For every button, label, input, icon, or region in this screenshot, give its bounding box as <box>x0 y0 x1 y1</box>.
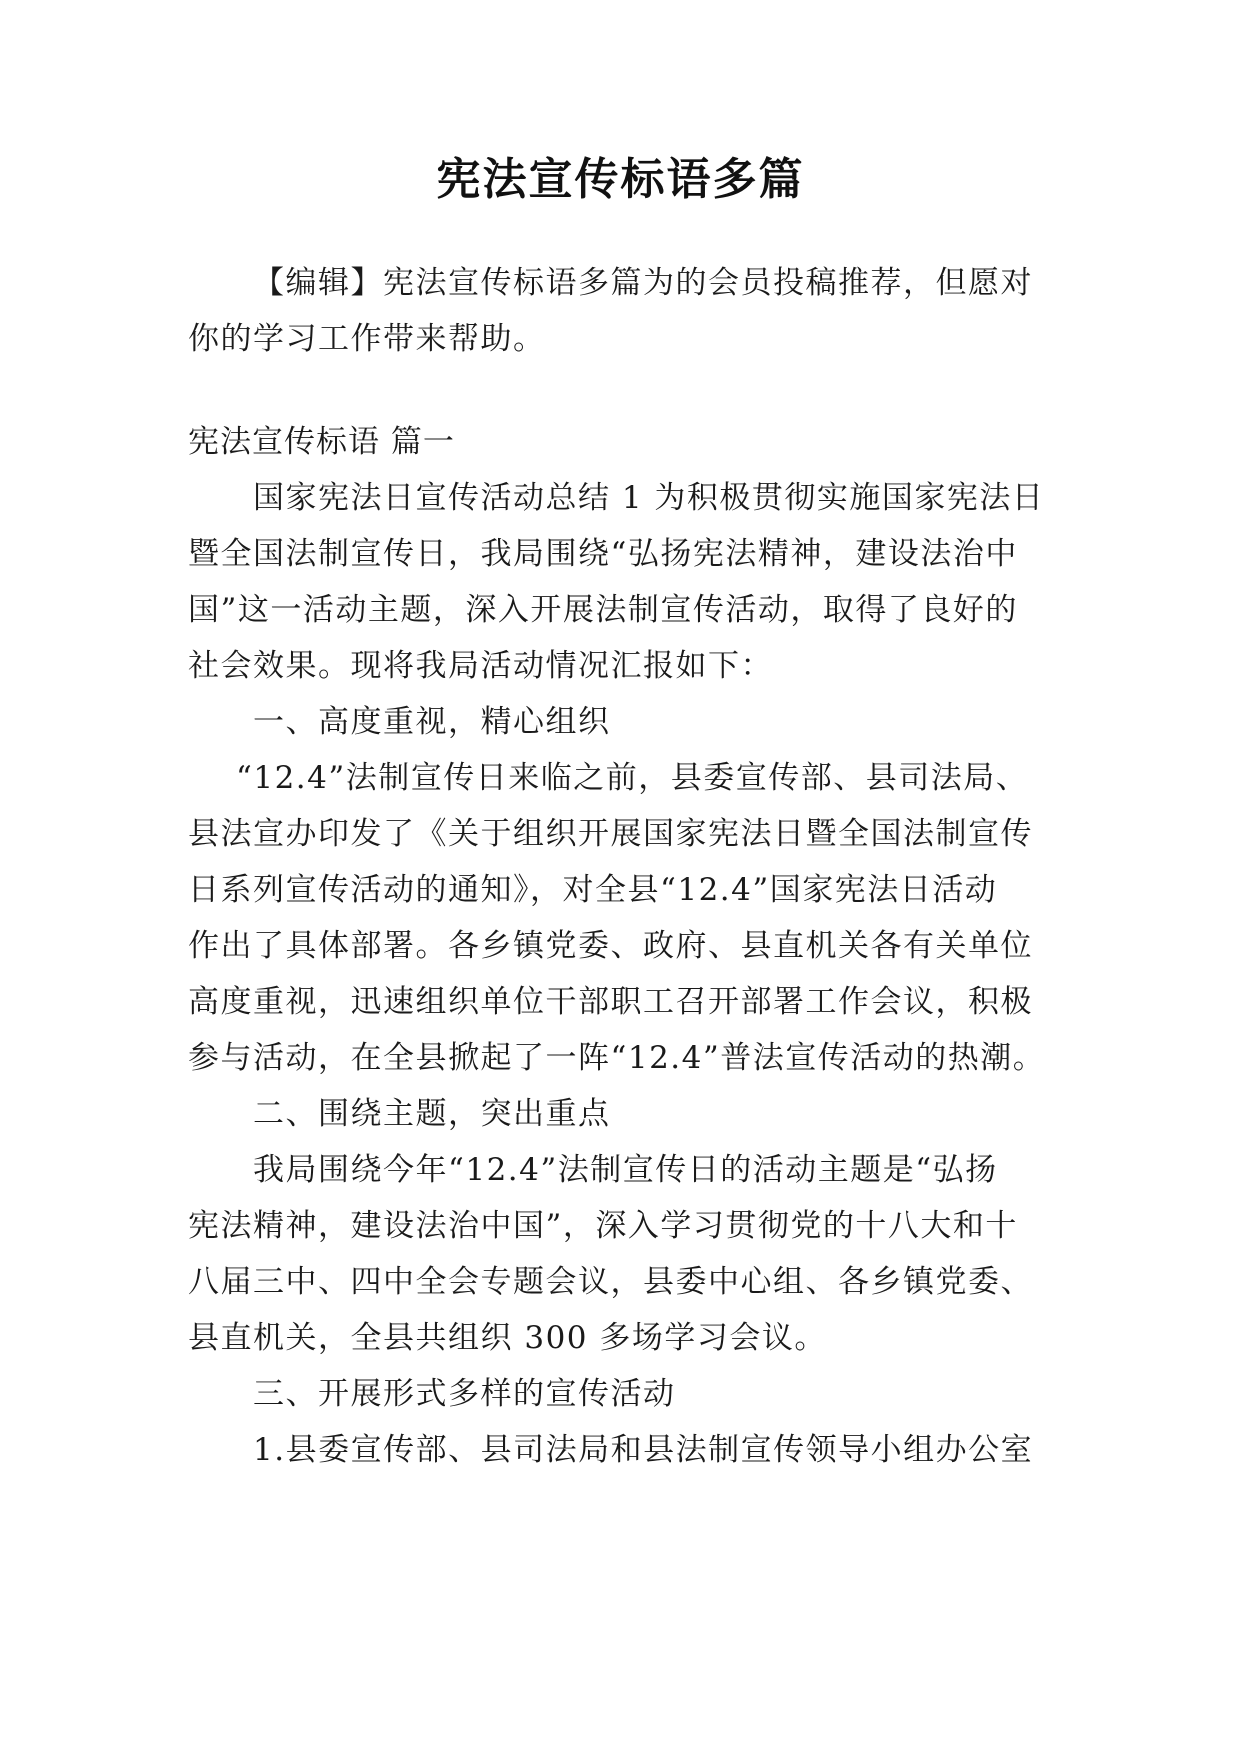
body-line: 高度重视，迅速组织单位干部职工召开部署工作会议，积极 <box>188 984 1033 1020</box>
body-line: 我局围绕今年“12.4”法制宣传日的活动主题是“弘扬 <box>253 1152 998 1188</box>
subheading-line: 二、围绕主题，突出重点 <box>253 1096 611 1132</box>
subheading-line: 三、开展形式多样的宣传活动 <box>253 1376 676 1412</box>
editor-note-line: 【编辑】宪法宣传标语多篇为的会员投稿推荐，但愿对 <box>253 265 1033 301</box>
body-line: 国家宪法日宣传活动总结 1 为积极贯彻实施国家宪法日 <box>253 480 1045 516</box>
body-line: “12.4”法制宣传日来临之前，县委宣传部、县司法局、 <box>236 760 1029 796</box>
body-line: 1.县委宣传部、县司法局和县法制宣传领导小组办公室 <box>253 1432 1034 1468</box>
body-line: 日系列宣传活动的通知》，对全县“12.4”国家宪法日活动 <box>188 872 998 908</box>
document-title: 宪法宣传标语多篇 <box>436 154 805 205</box>
body-line: 八届三中、四中全会专题会议，县委中心组、各乡镇党委、 <box>188 1264 1033 1300</box>
body-line: 社会效果。现将我局活动情况汇报如下： <box>188 648 773 684</box>
body-line: 县直机关，全县共组织 300 多场学习会议。 <box>188 1320 827 1356</box>
body-line: 国”这一活动主题，深入开展法制宣传活动，取得了良好的 <box>188 592 1018 628</box>
body-line: 暨全国法制宣传日，我局围绕“弘扬宪法精神，建设法治中 <box>188 536 1018 572</box>
body-line: 宪法精神，建设法治中国”，深入学习贯彻党的十八大和十 <box>188 1208 1018 1244</box>
section-heading: 宪法宣传标语 篇一 <box>188 424 455 460</box>
body-line: 县法宣办印发了《关于组织开展国家宪法日暨全国法制宣传 <box>188 816 1033 852</box>
body-line: 参与活动，在全县掀起了一阵“12.4”普法宣传活动的热潮。 <box>188 1040 1046 1076</box>
editor-note-line: 你的学习工作带来帮助。 <box>188 321 546 357</box>
subheading-line: 一、高度重视，精心组织 <box>253 704 611 740</box>
body-line: 作出了具体部署。各乡镇党委、政府、县直机关各有关单位 <box>188 928 1033 964</box>
